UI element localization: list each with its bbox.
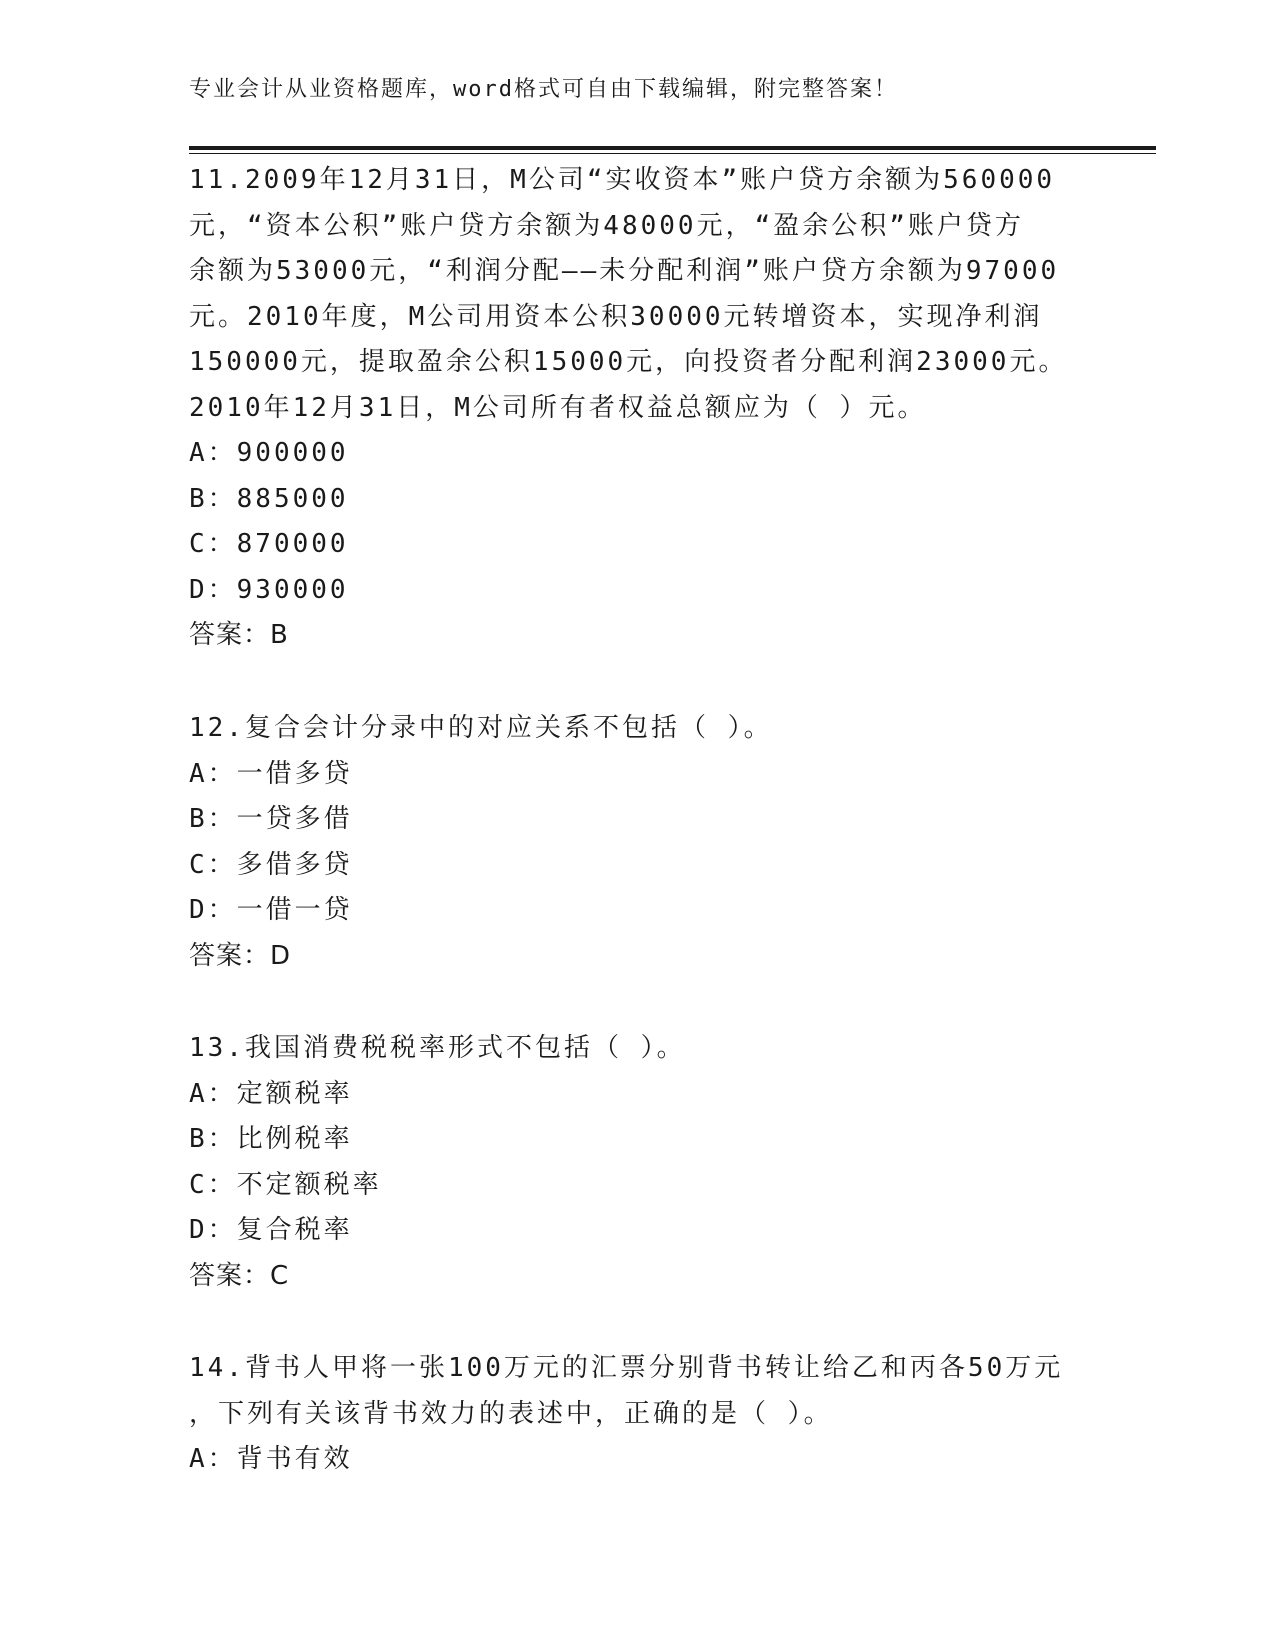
question-stem: 13.我国消费税税率形式不包括（ ）。 <box>189 1033 686 1063</box>
page-header: 专业会计从业资格题库，word格式可自由下载编辑，附完整答案！ <box>189 77 898 102</box>
question-14 <box>189 1346 1089 1483</box>
question-stem: 14.背书人甲将一张100万元的汇票分别背书转让给乙和丙各50万元 ，下列有关该背书效力的表述中，正确的是（ ）。 <box>189 1353 1064 1429</box>
header-rule-thin <box>189 153 1156 154</box>
option-d: D：复合税率 <box>189 1215 353 1245</box>
answer-label: 答案：D <box>189 940 292 971</box>
option-a: A：背书有效 <box>189 1444 353 1474</box>
option-a: A：一借多贷 <box>189 758 353 789</box>
option-c: C：多借多贷 <box>189 849 353 880</box>
question-11 <box>189 158 1089 659</box>
option-a: A：900000 <box>189 438 349 468</box>
option-a: A：定额税率 <box>189 1078 353 1109</box>
question-stem: 11.2009年12月31日，M公司“实收资本”账户贷方余额为560000 元，“资本公积”账户贷方余额为48000元，“盈余公积”账户贷方 余额为53000元，“利润分配——未分配利润”账户贷方余额为97000 元。2010年度，M公司用资本公积30000元转增资本，实现净利润 150000元，提取盈余公积15000元，向投资者分配利润23000元。 2010年12月31日，M公司所有者权益总额应为（ ）元。 <box>189 165 1068 423</box>
option-c: C：870000 <box>189 529 349 559</box>
question-stem: 12.复合会计分录中的对应关系不包括（ ）。 <box>189 713 773 743</box>
option-d: D：一借一贷 <box>189 895 353 925</box>
answer-label: 答案：C <box>189 1260 290 1291</box>
option-b: B：比例税率 <box>189 1124 353 1154</box>
answer-label: 答案：B <box>189 620 289 650</box>
question-13 <box>189 1026 1089 1299</box>
question-12 <box>189 706 1089 979</box>
option-b: B：一贷多借 <box>189 804 353 834</box>
option-b: B：885000 <box>189 483 349 514</box>
option-d: D：930000 <box>189 574 349 605</box>
option-c: C：不定额税率 <box>189 1169 382 1200</box>
header-rule-thick <box>189 146 1156 150</box>
